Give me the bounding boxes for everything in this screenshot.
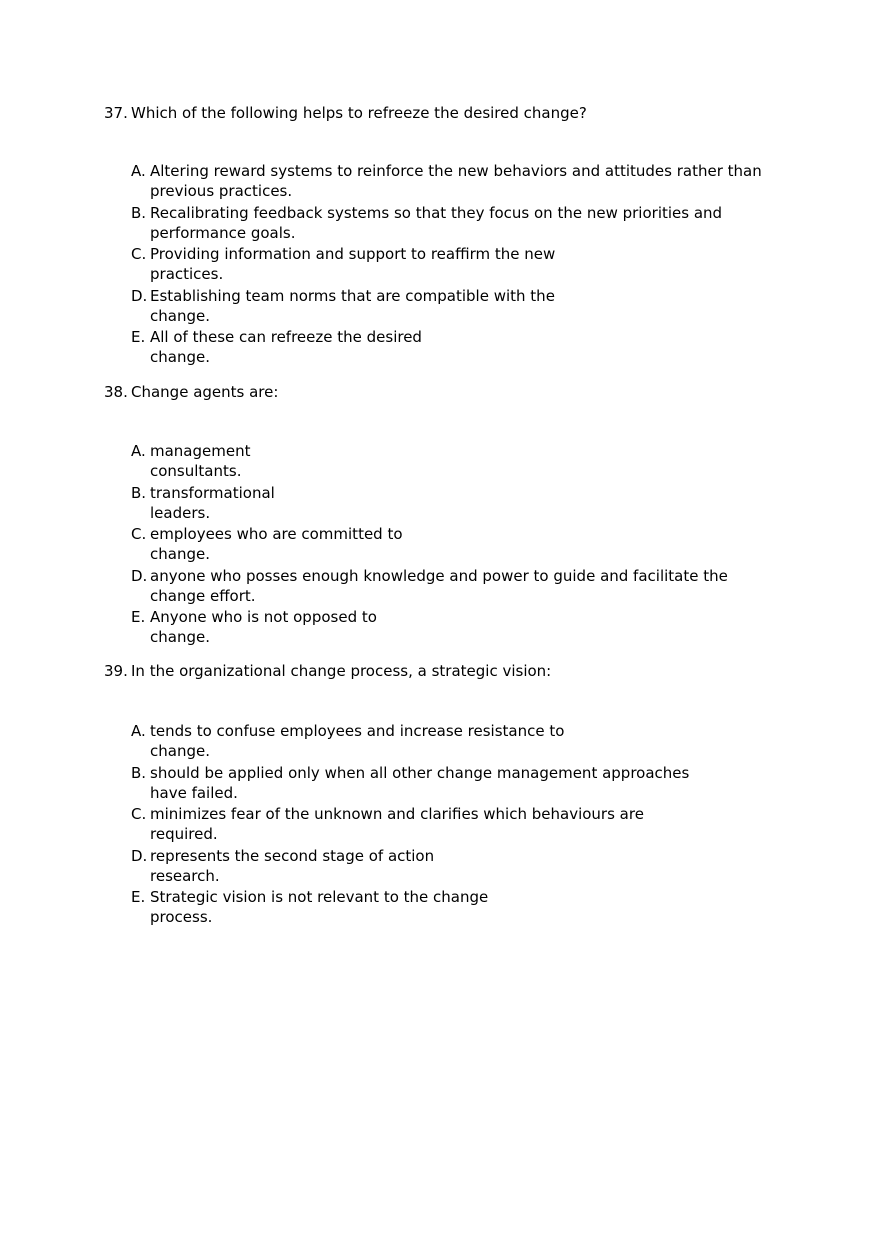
option-text [150, 846, 434, 886]
question-number: 37. [104, 104, 128, 122]
answer-option-c [131, 524, 791, 564]
answer-option-e [131, 327, 791, 367]
option-letter: E. [131, 328, 146, 346]
option-text [150, 607, 377, 647]
question-header [104, 103, 804, 123]
option-line: employees who are committed to [150, 525, 403, 543]
option-line: required. [150, 825, 218, 843]
answer-option-b [131, 483, 791, 523]
answer-option-a [131, 721, 791, 761]
option-line: change. [150, 306, 210, 325]
option-line: practices. [150, 265, 224, 283]
option-line: anyone who posses enough knowledge and power to guide and facilitate the [150, 566, 728, 585]
question-38 [104, 382, 804, 646]
option-letter: C. [131, 245, 147, 263]
answer-option-b [131, 763, 791, 803]
option-line: have failed. [150, 783, 238, 802]
option-line: process. [150, 908, 213, 926]
question-number: 38. [104, 383, 128, 401]
option-line: change. [150, 348, 210, 366]
option-letter: D. [131, 566, 148, 585]
option-text [150, 483, 275, 523]
option-line: minimizes fear of the unknown and clarifies which behaviours are [150, 805, 644, 823]
option-letter: E. [131, 608, 146, 626]
question-37 [104, 103, 804, 366]
question-39 [104, 661, 804, 926]
option-letter: A. [131, 162, 146, 180]
answer-option-c [131, 244, 791, 284]
option-line: consultants. [150, 462, 242, 480]
option-line: Providing information and support to reaffirm the new [150, 245, 556, 263]
option-line: Anyone who is not opposed to [150, 608, 377, 626]
option-text [150, 327, 422, 367]
question-text: Which of the following helps to refreeze the desired change? [131, 104, 587, 122]
option-line: transformational [150, 483, 275, 502]
answer-option-c [131, 804, 791, 844]
question-header [104, 661, 804, 681]
answer-option-e [131, 607, 791, 647]
option-line: Altering reward systems to reinforce the new behaviors and attitudes rather than [150, 162, 762, 180]
answer-option-d [131, 286, 791, 326]
answer-option-b [131, 203, 791, 243]
option-line: represents the second stage of action [150, 846, 435, 865]
option-line: change. [150, 545, 210, 563]
option-letter: D. [131, 286, 148, 305]
option-letter: A. [131, 442, 146, 460]
option-line: All of these can refreeze the desired [150, 328, 422, 346]
option-text [150, 161, 762, 201]
option-line: leaders. [150, 503, 211, 522]
question-number: 39. [104, 662, 128, 680]
option-line: should be applied only when all other change management approaches [150, 763, 690, 782]
option-letter: D. [131, 846, 148, 865]
option-line: research. [150, 866, 220, 885]
option-line: management [150, 442, 251, 460]
option-line: tends to confuse employees and increase resistance to [150, 722, 565, 740]
answer-option-a [131, 441, 791, 481]
option-text [150, 804, 644, 844]
option-line: change. [150, 742, 210, 760]
option-letter: B. [131, 203, 147, 222]
option-text [150, 566, 728, 606]
answer-option-e [131, 887, 791, 927]
option-line: previous practices. [150, 182, 293, 200]
option-letter: C. [131, 805, 147, 823]
answer-option-a [131, 161, 791, 201]
answer-option-d [131, 846, 791, 886]
option-text [150, 721, 564, 761]
option-letter: B. [131, 763, 147, 782]
answer-option-d [131, 566, 791, 606]
option-line: Strategic vision is not relevant to the change [150, 888, 489, 906]
question-text: Change agents are: [131, 383, 279, 401]
answer-options [131, 721, 791, 929]
question-header [104, 382, 804, 402]
option-line: performance goals. [150, 223, 296, 242]
option-letter: A. [131, 722, 146, 740]
option-letter: E. [131, 888, 146, 906]
option-text [150, 286, 555, 326]
option-line: Recalibrating feedback systems so that they focus on the new priorities and [150, 203, 723, 222]
question-text: In the organizational change process, a strategic vision: [131, 662, 552, 680]
option-text [150, 441, 250, 481]
option-letter: B. [131, 483, 147, 502]
option-line: Establishing team norms that are compatible with the [150, 286, 555, 305]
answer-options [131, 161, 791, 369]
option-text [150, 887, 488, 927]
option-text [150, 203, 722, 243]
option-letter: C. [131, 525, 147, 543]
option-line: change effort. [150, 586, 256, 605]
option-text [150, 244, 555, 284]
option-text [150, 524, 403, 564]
option-text [150, 763, 689, 803]
answer-options [131, 441, 791, 649]
option-line: change. [150, 628, 210, 646]
